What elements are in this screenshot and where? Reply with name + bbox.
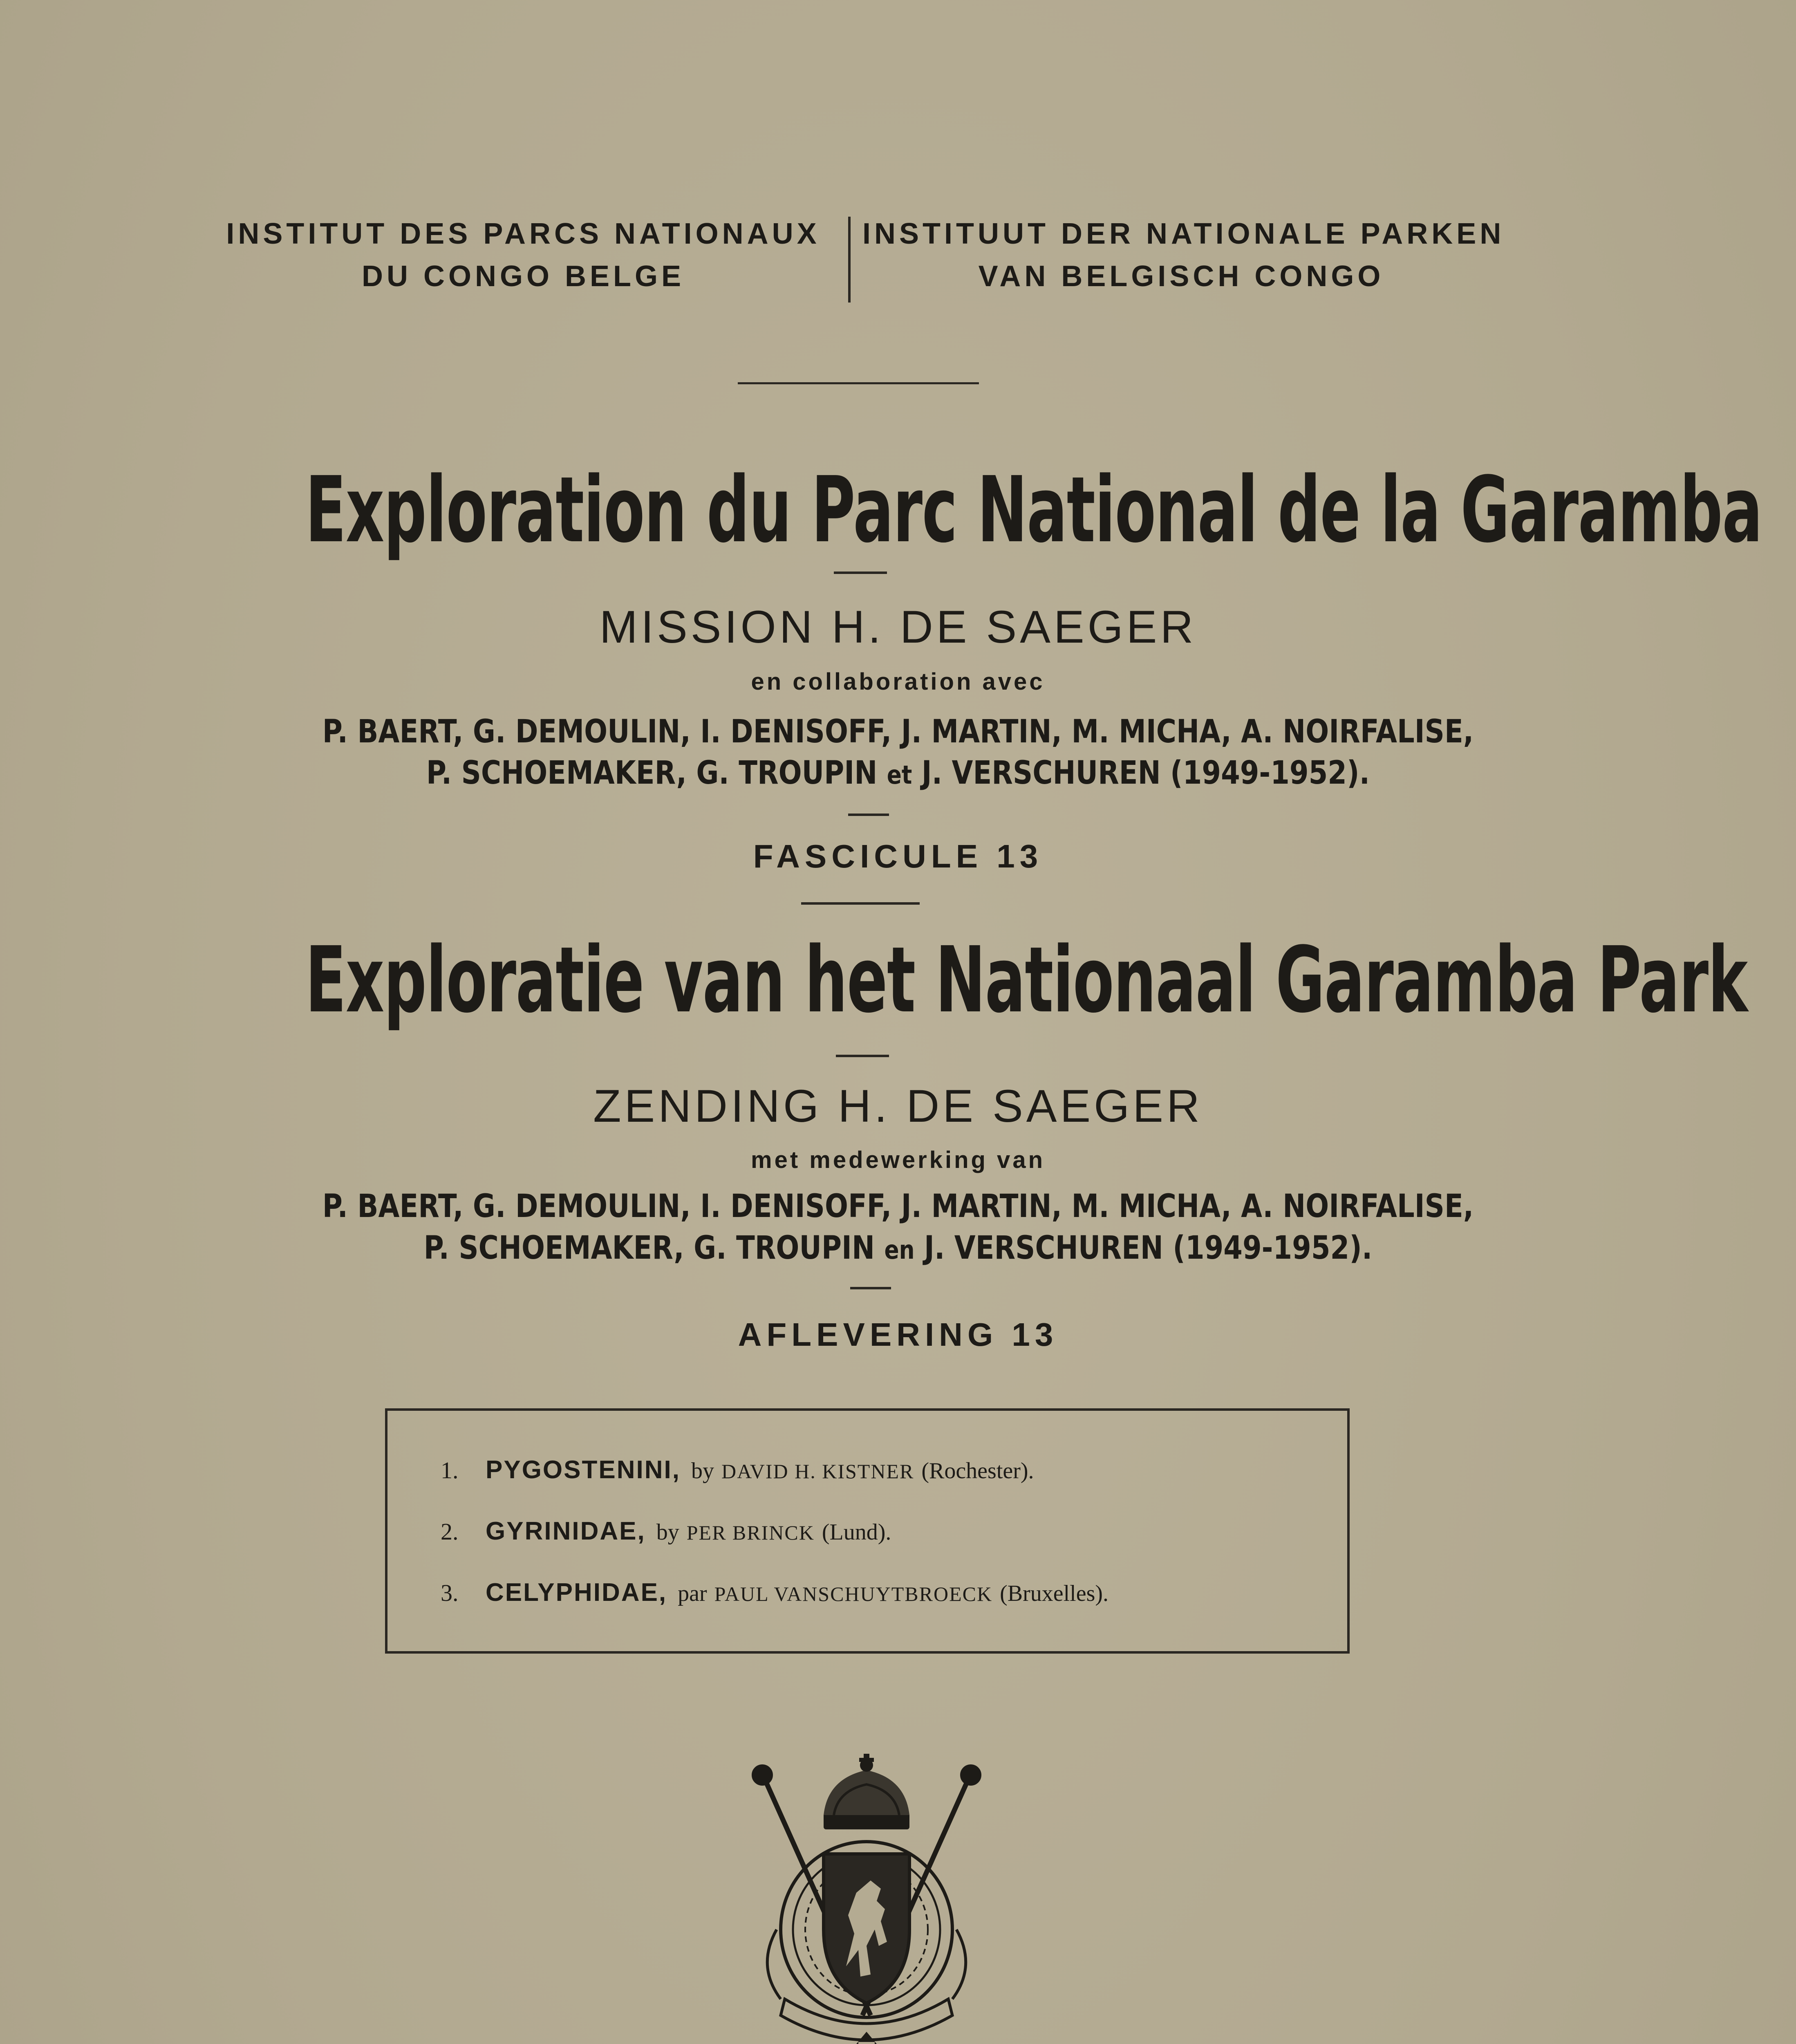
institute-fr-line2: DU CONGO BELGE <box>361 260 685 293</box>
dutch-names-line1: P. BAERT, G. DEMOULIN, I. DENISOFF, J. MARTIN, M. MICHA, A. NOIRFALISE, <box>322 1188 1474 1225</box>
entry-number: 1. <box>441 1457 459 1484</box>
contents-entry <box>441 1513 891 1551</box>
institute-nl-line1: INSTITUUT DER NATIONALE PARKEN <box>862 217 1505 250</box>
header-divider <box>848 217 851 303</box>
entry-title: PYGOSTENINI, <box>486 1456 681 1484</box>
entry-by: by <box>691 1458 714 1484</box>
entry-place: (Bruxelles). <box>1000 1581 1109 1606</box>
rule-3 <box>801 902 920 905</box>
rule-2 <box>848 814 889 816</box>
contents-entry <box>441 1574 1109 1612</box>
rule-5 <box>850 1287 891 1289</box>
french-names-b: J. VERSCHUREN (1949-1952). <box>921 755 1370 791</box>
rule-1 <box>834 572 887 574</box>
entry-place: (Lund). <box>822 1520 891 1545</box>
french-title: Exploration du Parc National de la Garamba <box>305 457 1762 563</box>
entry-number: 3. <box>441 1580 459 1606</box>
contents-box <box>385 1408 1350 1654</box>
entry-author: PAUL VANSCHUYTBROECK <box>714 1582 993 1605</box>
entry-title: CELYPHIDAE, <box>486 1578 667 1607</box>
entry-author: DAVID H. KISTNER <box>721 1460 914 1483</box>
french-fascicule: FASCICULE 13 <box>753 838 1043 874</box>
entry-by: by <box>656 1520 679 1545</box>
french-names-a: P. SCHOEMAKER, G. TROUPIN <box>426 755 878 791</box>
french-names-line1: P. BAERT, G. DEMOULIN, I. DENISOFF, J. MARTIN, M. MICHA, A. NOIRFALISE, <box>322 713 1474 750</box>
entry-by: par <box>678 1581 707 1606</box>
dutch-names-line2 <box>126 1226 1671 1273</box>
dutch-collab: met medewerking van <box>751 1147 1045 1173</box>
dutch-names-and: en <box>884 1235 915 1265</box>
entry-place: (Rochester). <box>921 1458 1034 1484</box>
institute-fr-line1: INSTITUT DES PARCS NATIONAUX <box>226 217 820 250</box>
french-mission: MISSION H. DE SAEGER <box>599 601 1197 652</box>
rule-4 <box>836 1055 889 1057</box>
french-names-line2 <box>126 751 1671 798</box>
dutch-names-a: P. SCHOEMAKER, G. TROUPIN <box>423 1230 875 1266</box>
dutch-mission: ZENDING H. DE SAEGER <box>593 1080 1203 1132</box>
institute-nl-line2: VAN BELGISCH CONGO <box>978 260 1384 293</box>
french-collab: en collaboration avec <box>751 668 1045 695</box>
header-rule <box>738 382 979 384</box>
entry-number: 2. <box>441 1518 459 1545</box>
institute-fr <box>204 213 842 298</box>
entry-title: GYRINIDAE, <box>486 1517 646 1545</box>
french-names-and: et <box>887 760 912 790</box>
institute-nl <box>862 213 1505 298</box>
dutch-title: Exploratie van het Nationaal Garamba Park <box>305 928 1747 1033</box>
contents-entry <box>441 1452 1034 1490</box>
entry-author: PER BRINCK <box>686 1521 815 1544</box>
belgian-coat-of-arms-icon <box>740 1754 993 2044</box>
dutch-names-b: J. VERSCHUREN (1949-1952). <box>924 1230 1373 1266</box>
dutch-fascicule: AFLEVERING 13 <box>738 1316 1058 1353</box>
